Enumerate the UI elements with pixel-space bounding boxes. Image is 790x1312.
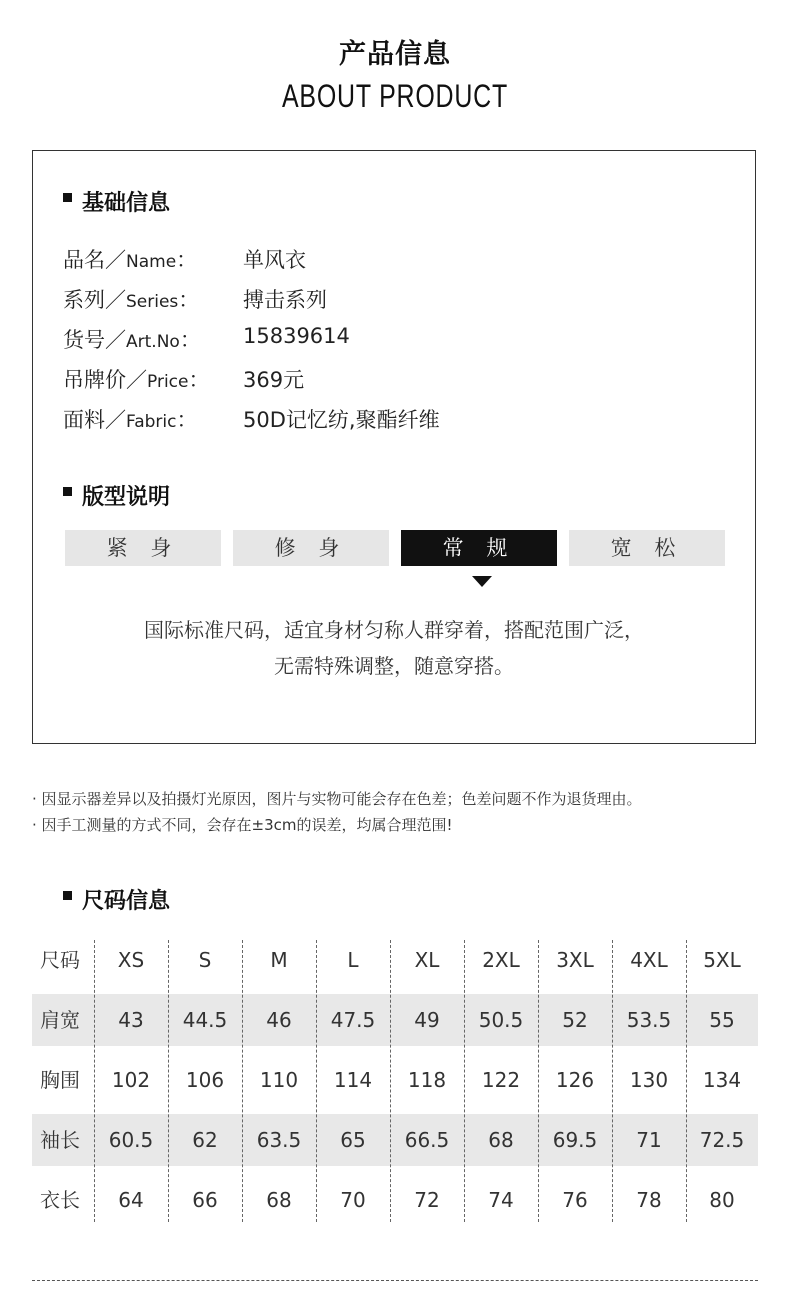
info-label-cn: 面料／ (63, 408, 126, 432)
table-cell: 70 (340, 1188, 366, 1212)
table-row (32, 1174, 758, 1226)
page-title: 产品信息 (339, 39, 451, 70)
bottom-divider (32, 1280, 758, 1281)
table-cell: 65 (340, 1128, 366, 1152)
table-cell: 72 (414, 1188, 440, 1212)
table-cell: 66.5 (404, 1128, 450, 1152)
info-row-price (63, 364, 703, 394)
basic-info-heading-text: 基础信息 (82, 191, 171, 216)
column-divider (94, 940, 95, 1222)
table-cell: 60.5 (108, 1128, 154, 1152)
size-col-header: 5XL (703, 948, 741, 972)
row-label: 袖长 (40, 1128, 80, 1152)
table-cell: 78 (636, 1188, 662, 1212)
fit-option-regular[interactable]: 常 规 (401, 530, 557, 566)
note-measurement-error: · 因手工测量的方式不同，会存在±3cm的误差，均属合理范围! (32, 816, 453, 834)
fit-heading (63, 480, 170, 511)
table-cell: 43 (118, 1008, 144, 1032)
fit-option-slim[interactable]: 修 身 (233, 530, 389, 566)
info-value: 50D记忆纺,聚酯纤维 (243, 408, 440, 432)
column-divider (464, 940, 465, 1222)
table-cell: 102 (111, 1068, 151, 1092)
info-value: 15839614 (243, 324, 350, 348)
info-value: 搏击系列 (243, 288, 327, 312)
size-col-header: 4XL (630, 948, 668, 972)
column-divider (538, 940, 539, 1222)
info-label (63, 244, 197, 274)
table-cell: 76 (562, 1188, 588, 1212)
info-row-series (63, 284, 703, 314)
info-value: 369元 (243, 368, 305, 392)
table-cell: 80 (709, 1188, 735, 1212)
info-label-en: Name (126, 252, 177, 272)
page-subtitle: ABOUT PRODUCT (281, 78, 509, 114)
table-cell: 63.5 (256, 1128, 302, 1152)
info-label-en: Series (126, 292, 179, 312)
info-row-fabric (63, 404, 703, 434)
table-cell: 50.5 (478, 1008, 524, 1032)
table-cell: 114 (333, 1068, 373, 1092)
table-cell: 62 (192, 1128, 218, 1152)
info-label (63, 404, 198, 434)
column-divider (686, 940, 687, 1222)
info-label (63, 364, 209, 394)
table-cell: 55 (709, 1008, 735, 1032)
info-row-name (63, 244, 703, 274)
table-cell: 118 (407, 1068, 447, 1092)
square-bullet-icon (63, 487, 72, 496)
info-label-colon: ： (176, 408, 198, 432)
table-cell: 71 (636, 1128, 662, 1152)
info-label-colon: ： (176, 248, 198, 272)
column-divider (316, 940, 317, 1222)
table-cell: 134 (702, 1068, 742, 1092)
table-cell: 52 (562, 1008, 588, 1032)
fit-option-tight[interactable]: 紧 身 (65, 530, 221, 566)
info-label-cn: 品名／ (63, 248, 126, 272)
row-label: 胸围 (40, 1068, 80, 1092)
fit-description-line2: 无需特殊调整，随意穿搭。 (274, 654, 514, 678)
info-label-en: Art.No (126, 332, 180, 352)
size-heading-text: 尺码信息 (82, 889, 171, 914)
table-cell: 126 (555, 1068, 595, 1092)
table-cell: 46 (266, 1008, 292, 1032)
table-cell: 68 (266, 1188, 292, 1212)
basic-info-heading (63, 186, 170, 217)
table-row (32, 1054, 758, 1106)
size-col-header: XL (414, 948, 440, 972)
table-header-row (32, 934, 758, 986)
fit-option-loose[interactable]: 宽 松 (569, 530, 725, 566)
size-col-header: L (347, 948, 359, 972)
table-cell: 47.5 (330, 1008, 376, 1032)
size-heading (63, 884, 170, 915)
column-divider (612, 940, 613, 1222)
fit-description-line1: 国际标准尺码，适宜身材匀称人群穿着，搭配范围广泛， (144, 618, 644, 642)
table-cell: 49 (414, 1008, 440, 1032)
table-cell: 130 (629, 1068, 669, 1092)
table-cell: 110 (259, 1068, 299, 1092)
info-row-art-no (63, 324, 703, 354)
selected-caret-icon (472, 576, 492, 587)
table-cell: 64 (118, 1188, 144, 1212)
size-col-header: S (198, 948, 212, 972)
table-header-label: 尺码 (40, 948, 80, 972)
square-bullet-icon (63, 891, 72, 900)
table-cell: 66 (192, 1188, 218, 1212)
table-cell: 122 (481, 1068, 521, 1092)
info-label-en: Fabric (126, 412, 177, 432)
info-label-en: Price (147, 372, 189, 392)
column-divider (242, 940, 243, 1222)
table-row (32, 1114, 758, 1166)
table-cell: 68 (488, 1128, 514, 1152)
size-col-header: 3XL (556, 948, 594, 972)
square-bullet-icon (63, 193, 72, 202)
table-cell: 74 (488, 1188, 514, 1212)
table-cell: 72.5 (699, 1128, 745, 1152)
info-value: 单风衣 (243, 248, 306, 272)
info-label-colon: ： (188, 368, 210, 392)
info-label (63, 324, 201, 354)
row-label: 衣长 (40, 1188, 80, 1212)
column-divider (390, 940, 391, 1222)
info-label (63, 284, 199, 314)
table-cell: 44.5 (182, 1008, 228, 1032)
note-color-difference: · 因显示器差异以及拍摄灯光原因，图片与实物可能会存在色差；色差问题不作为退货理由。 (32, 790, 642, 808)
size-col-header: XS (117, 948, 145, 972)
info-label-cn: 吊牌价／ (63, 368, 147, 392)
info-label-cn: 系列／ (63, 288, 126, 312)
size-col-header: 2XL (482, 948, 520, 972)
table-cell: 53.5 (626, 1008, 672, 1032)
table-row (32, 994, 758, 1046)
info-label-colon: ： (178, 288, 200, 312)
info-label-colon: ： (179, 328, 201, 352)
table-cell: 69.5 (552, 1128, 598, 1152)
table-cell: 106 (185, 1068, 225, 1092)
fit-heading-text: 版型说明 (82, 485, 171, 510)
size-col-header: M (270, 948, 288, 972)
row-label: 肩宽 (40, 1008, 80, 1032)
info-label-cn: 货号／ (63, 328, 126, 352)
column-divider (168, 940, 169, 1222)
